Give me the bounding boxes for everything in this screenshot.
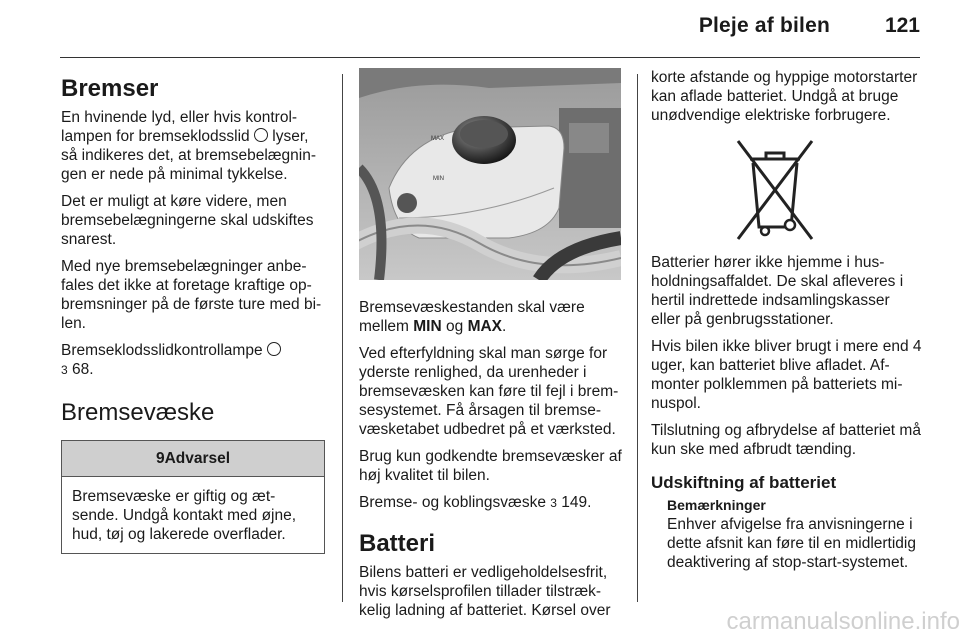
brake-p1b-text: lyser, så indikeres det, at bremsebelægningen er nede på minimal tykkelse. xyxy=(61,128,317,183)
fluid-level-paragraph xyxy=(359,298,623,336)
warning-triangle-icon: 9 xyxy=(155,450,165,467)
brake-wear-lamp-icon xyxy=(254,128,268,142)
unused-vehicle-paragraph: Hvis bilen ikke bliver brugt i mere end 4 uger, kan batteriet blive afladet. Afmonter polklemmen på batteriets minuspol. xyxy=(651,338,922,412)
battery-discharge-paragraph: korte afstande og hyppige motorstarter kan aflade batteriet. Undgå at bruge unødvendige elektriske forbrugere. xyxy=(651,69,918,124)
ignition-paragraph: Tilslutning og afbrydelse af batteriet må kun ske med afbrudt tænding. xyxy=(651,422,921,458)
disposal-paragraph: Batterier hører ikke hjemme i husholdningsaffaldet. De skal afleveres i hertil indrettede indsamlingskasser eller på genbrugsstationer. xyxy=(651,254,904,328)
refill-paragraph: Ved efterfyldning skal man sørge for yderste renlighed, da urenheder i bremsevæsken kan føre til fejl i bremsesystemet. Få årsagen til bremsevæsketabet udbedret på et værksted. xyxy=(359,345,619,438)
brake-paragraph-4 xyxy=(61,341,325,380)
page-ref-arrow-icon: 3 xyxy=(550,496,557,510)
crossed-out-bin-icon xyxy=(736,139,814,241)
page-header-title: Pleje af bilen xyxy=(698,14,830,37)
battery-paragraph: Bilens batteri er vedligeholdelsesfrit, hvis kørselsprofilen tillader tilstrækkelig ladning af batteriet. Kørsel over xyxy=(359,564,611,619)
clutch-fluid-paragraph xyxy=(359,493,623,513)
brake-paragraph-2: Det er muligt at køre videre, men bremsebelægningerne skal udskiftes snarest. xyxy=(61,193,314,248)
fluid-level-end: . xyxy=(502,318,507,335)
section-title-bremser: Bremser xyxy=(61,75,159,102)
photo-label-max: MAX xyxy=(431,136,445,142)
clutch-fluid-text: Bremse- og koblingsvæske xyxy=(359,494,546,511)
brake-paragraph-3: Med nye bremsebelægninger anbefales det ikke at foretage kraftige opbremsninger på de første ture med bilen. xyxy=(61,258,322,332)
max-label: MAX xyxy=(467,318,503,335)
column-middle xyxy=(359,68,623,628)
brake-wear-lamp-icon xyxy=(267,342,281,356)
warning-box xyxy=(61,440,325,554)
page-ref-arrow-icon: 3 xyxy=(61,363,68,377)
brake-fluid-reservoir-photo xyxy=(359,68,621,280)
warning-header xyxy=(62,441,324,477)
note-body: Enhver afvigelse fra anvisningerne i dette afsnit kan føre til en midlertidig deaktivering af stop-start-systemet. xyxy=(667,516,916,571)
page-number: 121 xyxy=(884,14,920,37)
note-title: Bemærkninger xyxy=(667,497,766,513)
page-ref-link[interactable]: 149. xyxy=(561,494,592,511)
section-title-batteri: Batteri xyxy=(359,530,436,557)
watermark-text: carmanualsonline.info xyxy=(726,608,960,635)
header-divider xyxy=(60,57,920,58)
column-divider-2 xyxy=(637,74,638,602)
note-box xyxy=(651,496,923,572)
brake-lamp-label: Bremseklodsslidkontrollampe xyxy=(61,342,263,359)
warning-title: Advarsel xyxy=(164,450,231,467)
brake-paragraph-1 xyxy=(61,108,325,184)
subsection-title-battery-replacement: Udskiftning af batteriet xyxy=(651,473,837,492)
column-divider-1 xyxy=(342,74,343,602)
photo-label-min: MIN xyxy=(433,176,444,182)
warning-body: Bremsevæske er giftig og ætsende. Undgå kontakt med øjne, hud, tøj og lakerede overflader. xyxy=(72,488,297,543)
brake-p1-text: En hvinende lyd, eller hvis kontrollampen for bremseklodsslid xyxy=(61,109,298,145)
min-label: MIN xyxy=(413,318,442,335)
column-left xyxy=(61,68,325,554)
section-title-bremsevaeske: Bremsevæske xyxy=(61,399,215,426)
fluid-level-text: Bremsevæskestanden skal være mellem xyxy=(359,299,585,335)
page-ref-link[interactable]: 68. xyxy=(72,361,94,378)
approved-fluid-paragraph: Brug kun godkendte bremsevæsker af høj kvalitet til bilen. xyxy=(359,448,622,484)
og-text: og xyxy=(446,318,464,335)
column-right xyxy=(651,68,923,572)
